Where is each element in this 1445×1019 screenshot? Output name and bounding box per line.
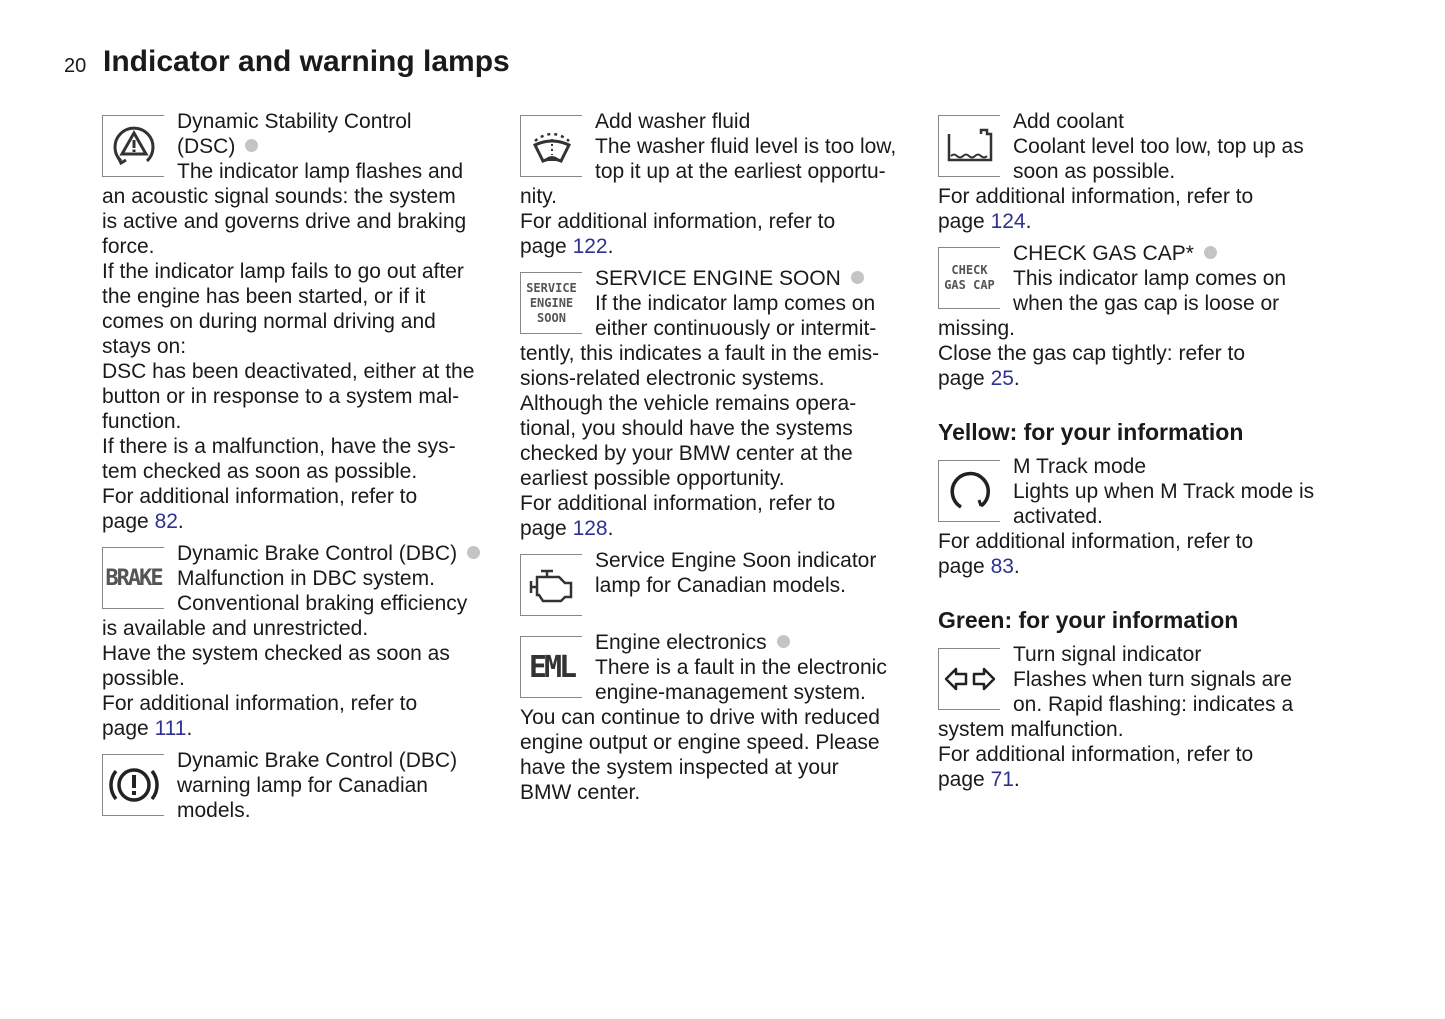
entry-text-line: If the indicator lamp fails to go out after [102,260,464,283]
entry-text-line: sions-related electronic systems. [520,367,825,390]
entry-text-line: DSC has been deactivated, either at the [102,360,475,383]
entry-text-line: Although the vehicle remains opera- [520,392,857,415]
entry-turn-signal [938,642,1348,792]
entry-text-line: comes on during normal driving and [102,310,436,333]
entry-washer-fluid [520,109,930,259]
page-number: 20 [64,55,87,77]
entry-text-line: engine-management system. [595,681,866,704]
page-title: Indicator and warning lamps [103,45,510,78]
entry-text-line: possible. [102,667,185,690]
entry-title: Add washer fluid [595,110,751,133]
entry-text-line: is active and governs drive and braking [102,210,467,233]
entry-text-line: tently, this indicates a fault in the emis- [520,342,880,365]
service-engine-soon-icon: SERVICE ENGINE SOON [520,272,582,334]
entry-text-line: The indicator lamp flashes and [177,160,463,183]
column-3 [938,109,1348,792]
page-reference: page 25. [938,367,1020,390]
entry-text-line: You can continue to drive with reduced [520,706,880,729]
entry-text-line: The washer fluid level is too low, [595,135,897,158]
entry-text-line: activated. [1013,505,1103,528]
yellow-heading: Yellow: for your information [938,419,1244,445]
entry-text-line: force. [102,235,155,258]
entry-text-line: (DSC) [102,134,512,159]
entry-dbc [102,541,512,741]
status-dot-icon [245,139,258,152]
entry-text-line: on. Rapid flashing: indicates a [1013,693,1294,716]
entry-text-line: engine output or engine speed. Please [520,731,880,754]
entry-ses-canada [520,548,930,623]
brake-warning-circle-icon [102,754,164,816]
m-track-icon [938,460,1000,522]
column-2 [520,109,930,805]
entry-add-coolant [938,109,1348,234]
page-reference: page 122. [520,235,614,258]
entry-text-line: BMW center. [520,781,641,804]
entry-title: SERVICE ENGINE SOON [520,266,930,291]
page-link[interactable]: 82 [154,510,178,533]
entry-text-line: Malfunction in DBC system. [177,567,435,590]
check-gas-cap-icon: CHECK GAS CAP [938,247,1000,309]
entry-title: Service Engine Soon indicator [595,549,877,572]
entry-text-line: For additional information, refer to [938,743,1254,766]
entry-text-line: system malfunction. [938,718,1124,741]
entry-title: Dynamic Brake Control (DBC) [177,749,458,772]
page-link[interactable]: 128 [572,517,608,540]
entry-text-line: tional, you should have the systems [520,417,853,440]
entry-text-line: have the system inspected at your [520,756,839,779]
entry-text-line: For additional information, refer to [938,530,1254,553]
entry-text-line: earliest possible opportunity. [520,467,785,490]
entry-title: M Track mode [1013,455,1147,478]
entry-text-line: Coolant level too low, top up as [1013,135,1304,158]
column-1 [102,109,512,823]
page-link[interactable]: 71 [990,768,1014,791]
entry-title: Turn signal indicator [1013,643,1202,666]
eml-icon: EML [520,636,582,698]
entry-check-gas-cap [938,241,1348,391]
engine-icon [520,554,582,616]
entry-text-line: models. [177,799,251,822]
entry-title: Engine electronics [520,630,930,655]
entry-text-line: If the indicator lamp comes on [595,292,876,315]
page-reference: page 111. [102,717,193,740]
entry-text-line: the engine has been started, or if it [102,285,426,308]
entry-title: Dynamic Brake Control (DBC) [102,541,512,566]
entry-text-line: stays on: [102,335,187,358]
entry-text-line: Close the gas cap tightly: refer to [938,342,1245,365]
washer-fluid-icon [520,115,582,177]
entry-text-line: For additional information, refer to [102,692,418,715]
status-dot-icon [777,635,790,648]
entry-text-line: This indicator lamp comes on [1013,267,1287,290]
coolant-icon [938,115,1000,177]
entry-text-line: either continuously or intermit- [595,317,877,340]
page-reference: page 128. [520,517,614,540]
entry-title: Add coolant [1013,110,1124,133]
entry-text-line: an acoustic signal sounds: the system [102,185,456,208]
entry-title: Dynamic Stability Control [177,110,412,133]
entry-text-line: warning lamp for Canadian [177,774,428,797]
entry-dsc [102,109,512,534]
entry-text-line: For additional information, refer to [520,210,836,233]
entry-text-line: button or in response to a system mal- [102,385,460,408]
status-dot-icon [1204,246,1217,259]
entry-text-line: soon as possible. [1013,160,1176,183]
entry-text-line: If there is a malfunction, have the sys- [102,435,456,458]
entry-text-line: when the gas cap is loose or [1013,292,1280,315]
entry-text-line: nity. [520,185,557,208]
page-link[interactable]: 124 [990,210,1026,233]
entry-m-track [938,454,1348,579]
entry-dbc-canada [102,748,512,823]
entry-text-line: For additional information, refer to [938,185,1254,208]
entry-text-line: Lights up when M Track mode is [1013,480,1315,503]
entry-text-line: Have the system checked as soon as [102,642,450,665]
turn-signal-arrows-icon [938,648,1000,710]
page-reference: page 124. [938,210,1032,233]
page-link[interactable]: 25 [990,367,1014,390]
entry-text-line: missing. [938,317,1016,340]
page-link[interactable]: 122 [572,235,608,258]
page-reference: page 71. [938,768,1020,791]
page-link[interactable]: 111 [154,717,187,740]
entry-text-line: Conventional braking efficiency [177,592,468,615]
entry-text-line: is available and unrestricted. [102,617,369,640]
entry-text-line: top it up at the earliest opportu- [595,160,886,183]
page-link[interactable]: 83 [990,555,1014,578]
green-heading: Green: for your information [938,607,1239,633]
entry-text-line: For additional information, refer to [520,492,836,515]
entry-text-line: There is a fault in the electronic [595,656,887,679]
status-dot-icon [851,271,864,284]
entry-text-line: For additional information, refer to [102,485,418,508]
entry-text-line: tem checked as soon as possible. [102,460,418,483]
status-dot-icon [467,546,480,559]
page-reference: page 83. [938,555,1020,578]
entry-text-line: Flashes when turn signals are [1013,668,1292,691]
brake-icon: BRAKE [102,547,164,609]
page-reference: page 82. [102,510,184,533]
entry-title: CHECK GAS CAP* [938,241,1348,266]
entry-service-engine-soon [520,266,930,541]
entry-engine-electronics [520,630,930,805]
entry-text-line: lamp for Canadian models. [595,574,846,597]
entry-text-line: function. [102,410,182,433]
dsc-warning-icon [102,115,164,177]
entry-text-line: checked by your BMW center at the [520,442,853,465]
